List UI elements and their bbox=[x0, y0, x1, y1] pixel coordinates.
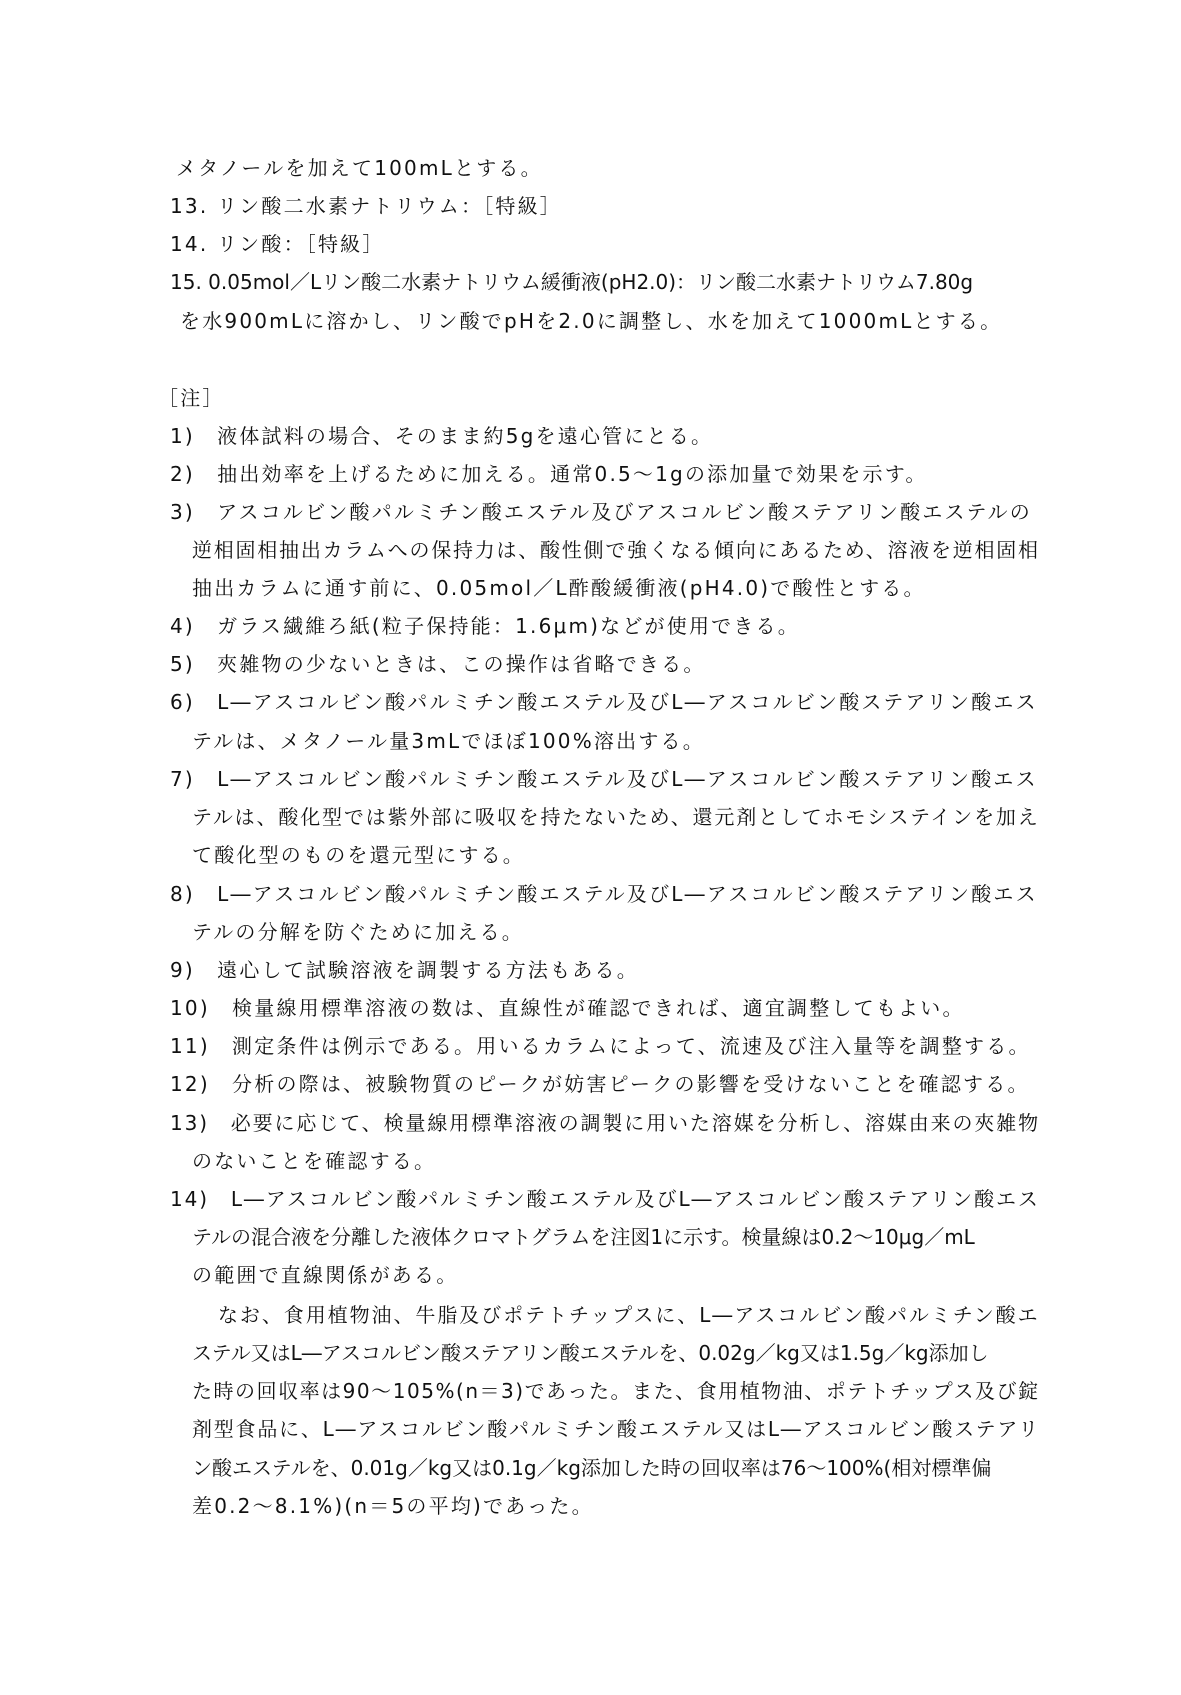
reagent-line: を水900mLに溶かし、リン酸でpHを2.0に調整し、水を加えて1000mLとする。 bbox=[180, 309, 1003, 333]
note-line: 13) 必要に応じて、検量線用標準溶液の調製に用いた溶媒を分析し、溶媒由来の夾雑物 bbox=[170, 1111, 1041, 1135]
reagent-line: 15. 0.05mol／Lリン酸二水素ナトリウム緩衝液(pH2.0)：リン酸二水素ナトリウム7.80g bbox=[170, 270, 974, 294]
note-line: テルの分解を防ぐために加える。 bbox=[192, 920, 524, 944]
note-line: 逆相固相抽出カラムへの保持力は、酸性側で強くなる傾向にあるため、溶液を逆相固相 bbox=[192, 538, 1040, 562]
note-line: 1) 液体試料の場合、そのまま約5gを遠心管にとる。 bbox=[170, 424, 714, 448]
note-line: 11) 測定条件は例示である。用いるカラムによって、流速及び注入量等を調整する。 bbox=[170, 1034, 1031, 1058]
note-line: 5) 夾雑物の少ないときは、この操作は省略できる。 bbox=[170, 652, 706, 676]
note-line: 12) 分析の際は、被験物質のピークが妨害ピークの影響を受けないことを確認する。 bbox=[170, 1072, 1030, 1096]
note-line: 8) L―アスコルビン酸パルミチン酸エステル及びL―アスコルビン酸ステアリン酸エス bbox=[170, 882, 1038, 906]
notes-heading: ［注］ bbox=[158, 386, 225, 410]
note-line: 剤型食品に、L―アスコルビン酸パルミチン酸エステル又はL―アスコルビン酸ステアリ bbox=[192, 1417, 1041, 1441]
note-line: 4) ガラス繊維ろ紙(粒子保持能：1.6μm)などが使用できる。 bbox=[170, 614, 800, 638]
note-line: ステル又はL―アスコルビン酸ステアリン酸エステルを、0.02g／kg又は1.5g／kg添加し bbox=[192, 1341, 989, 1365]
note-line: 2) 抽出効率を上げるために加える。通常0.5～1gの添加量で効果を示す。 bbox=[170, 462, 928, 486]
note-line: 抽出カラムに通す前に、0.05mol／L酢酸緩衝液(pH4.0)で酸性とする。 bbox=[192, 576, 926, 600]
note-line: ン酸エステルを、0.01g／kg又は0.1g／kg添加した時の回収率は76～100%(相対標準偏 bbox=[192, 1456, 992, 1480]
note-line: 9) 遠心して試験溶液を調製する方法もある。 bbox=[170, 958, 639, 982]
note-line: テルの混合液を分離した液体クロマトグラムを注図1に示す。検量線は0.2～10μg／mL bbox=[192, 1225, 975, 1249]
note-line: 3) アスコルビン酸パルミチン酸エステル及びアスコルビン酸ステアリン酸エステルの bbox=[170, 500, 1032, 524]
note-line: の範囲で直線関係がある。 bbox=[192, 1263, 459, 1287]
note-line: 10) 検量線用標準溶液の数は、直線性が確認できれば、適宜調整してもよい。 bbox=[170, 996, 965, 1020]
note-line: 差0.2～8.1%)(n＝5の平均)であった。 bbox=[192, 1494, 594, 1518]
note-line: テルは、メタノール量3mLでほぼ100%溶出する。 bbox=[192, 729, 705, 753]
note-line: なお、食用植物油、牛脂及びポテトチップスに、L―アスコルビン酸パルミチン酸エ bbox=[218, 1303, 1040, 1327]
note-line: 14) L―アスコルビン酸パルミチン酸エステル及びL―アスコルビン酸ステアリン酸エス bbox=[170, 1187, 1040, 1211]
note-line: 7) L―アスコルビン酸パルミチン酸エステル及びL―アスコルビン酸ステアリン酸エス bbox=[170, 767, 1038, 791]
reagent-line: 13. リン酸二水素ナトリウム：［特級］ bbox=[170, 194, 562, 218]
note-line: テルは、酸化型では紫外部に吸収を持たないため、還元剤としてホモシステインを加え bbox=[192, 805, 1040, 829]
note-line: て酸化型のものを還元型にする。 bbox=[192, 843, 525, 867]
note-line: た時の回収率は90～105%(n＝3)であった。また、食用植物油、ポテトチップス及び錠 bbox=[192, 1379, 1040, 1403]
note-line: のないことを確認する。 bbox=[192, 1149, 437, 1173]
note-line: 6) L―アスコルビン酸パルミチン酸エステル及びL―アスコルビン酸ステアリン酸エス bbox=[170, 690, 1038, 714]
reagent-line: メタノールを加えて100mLとする。 bbox=[176, 156, 543, 180]
reagent-line: 14. リン酸：［特級］ bbox=[170, 232, 385, 256]
